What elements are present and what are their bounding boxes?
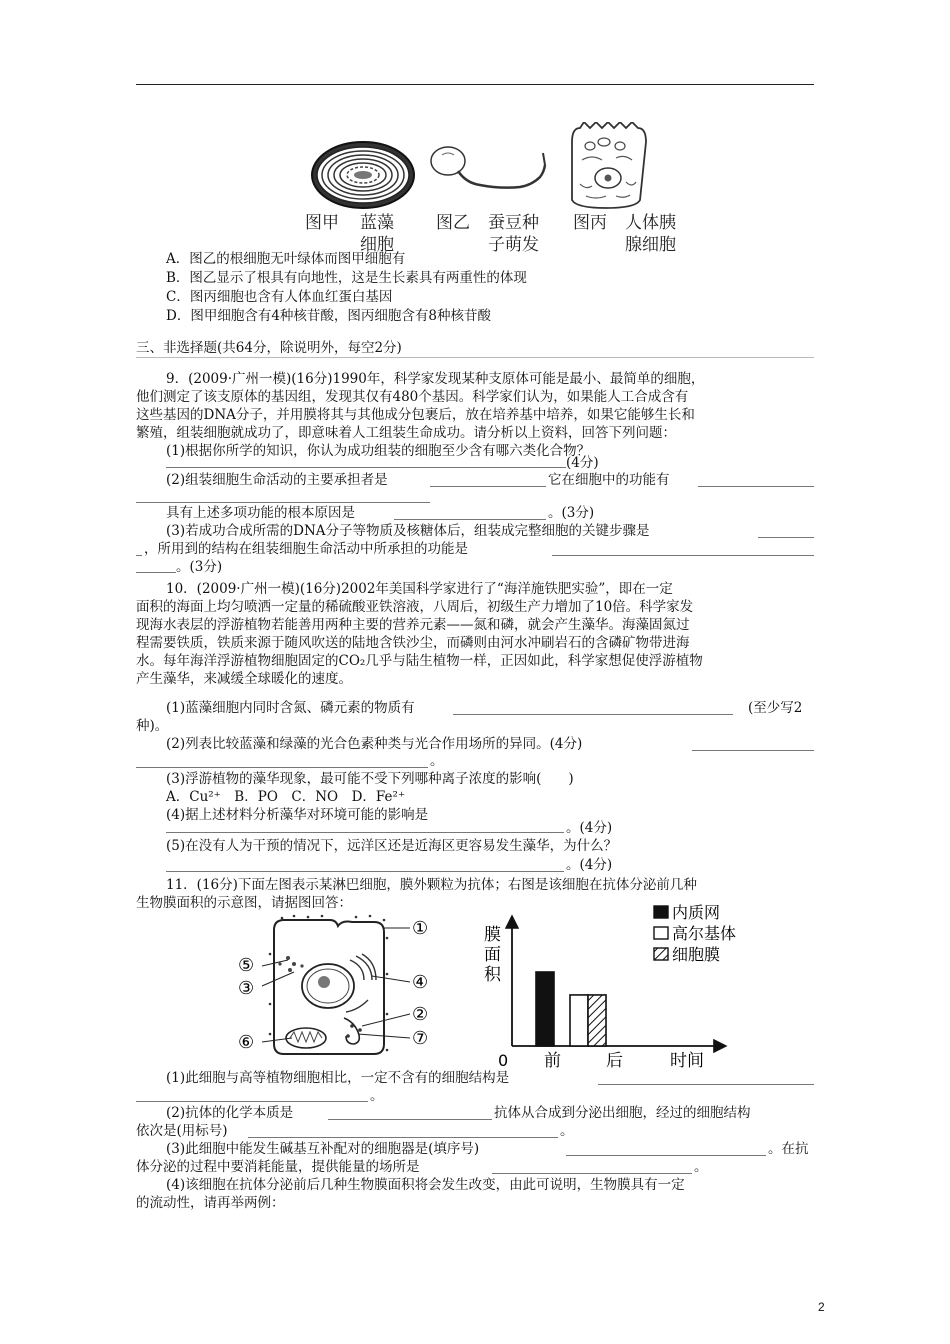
q11-sub1: (1)此细胞与高等植物细胞相比，一定不含有的细胞结构是 (166, 1070, 510, 1086)
bar-before-series-2 (570, 995, 588, 1046)
q10-sub4-score: 。(4分) (566, 820, 613, 836)
q9-answer-line-8 (552, 555, 814, 556)
pancreatic-cell-figure (566, 122, 652, 210)
fig-name-yi-1: 蚕豆种 (488, 213, 539, 233)
q9-answer-line-1 (166, 467, 566, 468)
lymphocyte-diagram (232, 914, 442, 1064)
bar-before-series-3 (588, 995, 606, 1046)
fig-name-bing-1: 人体胰 (625, 213, 676, 233)
q10-line-6: 产生藻华，来减缓全球暖化的速度。 (136, 671, 352, 687)
q9-answer-line-6 (758, 537, 814, 538)
q10-answer-line-5 (166, 871, 564, 872)
q10-sub1c: 种)。 (136, 718, 169, 734)
q10-sub2: (2)列表比较蓝藻和绿藻的光合色素种类与光合作用场所的异同。(4分) (166, 736, 583, 752)
section-title: 三、非选择题(共64分，除说明外，每空2分) (136, 340, 402, 356)
q9-sub2c: 具有上述多项功能的根本原因是 (166, 505, 355, 521)
fig-name-jia-2: 细胞 (360, 235, 394, 255)
q11-answer-line-3 (328, 1119, 492, 1120)
q10-line-5: 水。每年海洋浮游植物细胞固定的CO₂几乎与陆生植物一样，正因如此，科学家想促使浮游植物 (136, 653, 703, 669)
q11-sub4b: 的流动性，请再举两例： (136, 1195, 285, 1211)
q10-line-1: 10．(2009·广州一模)(16分)2002年美国科学家进行了“海洋施铁肥实验”，即在一定 (166, 581, 673, 597)
q9-line-3: 这些基因的DNA分子，并用膜将其与其他成分包裹后，放在培养基中培养，如果它能够生长和 (136, 407, 695, 423)
q9-sub3c: 。(3分) (176, 559, 223, 575)
legend-swatch-1 (654, 906, 668, 918)
q11-sub3a: (3)此细胞中能发生碱基互补配对的细胞器是(填序号) (166, 1141, 480, 1157)
page-number: 2 (818, 1300, 825, 1314)
cell-label-1: ① (412, 918, 429, 939)
q10-sub5: (5)在没有人为干预的情况下，远洋区还是近海区更容易发生藻华，为什么？ (166, 838, 618, 854)
legend-swatch-3 (654, 948, 668, 960)
q9-line-2: 他们测定了该支原体的基因组，发现其仅有480个基因。科学家们认为，如果能人工合成含有 (136, 389, 689, 405)
y-axis-label-char-2: 面 (484, 945, 501, 965)
q9-line-4: 繁殖，组装细胞就成功了，即意味着人工组装生命成功。请分析以上资料，回答下列问题： (136, 425, 676, 441)
q9-answer-line-7 (136, 555, 142, 556)
origin-label: 0 (498, 1051, 509, 1070)
q9-sub3b: ，所用到的结构在组装细胞生命活动中所承担的功能是 (144, 541, 468, 557)
section-rule (136, 357, 814, 358)
cell-label-4: ④ (412, 972, 429, 993)
q11-sub4a: (4)该细胞在抗体分泌前后几种生物膜面积将会发生改变，由此可说明，生物膜具有一定 (166, 1177, 685, 1193)
q9-sub2c-score: 。(3分) (548, 505, 595, 521)
q11-sub1-end: 。 (370, 1088, 384, 1104)
option-b: B．图乙显示了根具有向地性，这是生长素具有两重性的体现 (166, 270, 527, 286)
q9-sub3a: (3)若成功合成所需的DNA分子等物质及核糖体后，组装成完整细胞的关键步骤是 (166, 523, 650, 539)
q11-sub3-end: 。 (694, 1159, 708, 1175)
legend-label-3: 细胞膜 (672, 945, 721, 964)
bar-before-series-1 (536, 972, 554, 1046)
q9-answer-line-3 (698, 486, 814, 487)
x-tick-after: 后 (606, 1051, 623, 1070)
q11-line-2: 生物膜面积的示意图，请据图回答： (136, 895, 352, 911)
q10-sub3-options: A．Cu²⁺ B．PO C．NO D．Fe²⁺ (166, 789, 406, 805)
q11-sub3b: 。在抗 (768, 1141, 809, 1157)
fig-label-yi: 图乙 (436, 213, 470, 233)
q9-sub2a: (2)组装细胞生命活动的主要承担者是 (166, 472, 388, 488)
header-rule (136, 84, 814, 85)
q10-sub3: (3)浮游植物的藻华现象，最可能不受下列哪种离子浓度的影响( ) (166, 771, 574, 787)
q11-sub3c: 体分泌的过程中要消耗能量，提供能量的场所是 (136, 1159, 420, 1175)
q9-answer-line-5 (394, 519, 546, 520)
cyanobacteria-figure (310, 140, 420, 210)
legend-label-1: 内质网 (672, 903, 721, 922)
q10-answer-line-4 (166, 832, 564, 833)
fig-name-bing-2: 腺细胞 (625, 235, 676, 255)
q11-sub2b: 抗体从合成到分泌出细胞，经过的细胞结构 (494, 1105, 751, 1121)
q10-sub1a: (1)蓝藻细胞内同时含氮、磷元素的物质有 (166, 700, 415, 716)
q10-line-3: 现海水表层的浮游植物若能善用两种主要的营养元素——氮和磷，就会产生藻华。海藻固氮过 (136, 617, 690, 633)
q9-answer-line-4 (136, 502, 430, 503)
q11-answer-line-1 (598, 1084, 814, 1085)
q11-answer-line-6 (492, 1173, 692, 1174)
q9-sub1-score: (4分) (566, 455, 599, 471)
cell-label-2: ② (412, 1004, 429, 1025)
fig-label-bing: 图丙 (573, 213, 607, 233)
q11-sub2-end: 。 (560, 1123, 574, 1139)
q11-sub2a: (2)抗体的化学本质是 (166, 1105, 294, 1121)
y-axis-label-char-1: 膜 (484, 925, 501, 945)
cell-label-5: ⑤ (238, 955, 255, 976)
fig-name-jia-1: 蓝藻 (360, 213, 394, 233)
q10-sub2-end: 。 (430, 753, 444, 769)
q9-line-1: 9．(2009·广州一模)(16分)1990年，科学家发现某种支原体可能是最小、最简单的细胞， (166, 371, 705, 387)
q10-line-2: 面积的海面上均匀喷洒一定量的稀硫酸亚铁溶液，八周后，初级生产力增加了10倍。科学家发 (136, 599, 694, 615)
membrane-area-chart (478, 898, 738, 1070)
option-d: D．图甲细胞含有4种核苷酸，图丙细胞含有8种核苷酸 (166, 308, 492, 324)
q9-answer-line-9 (136, 572, 176, 573)
cell-label-7: ⑦ (412, 1028, 429, 1049)
cell-label-3: ③ (238, 978, 255, 999)
q9-answer-line-2 (430, 486, 546, 487)
fig-name-yi-2: 子萌发 (488, 235, 539, 255)
q10-sub5-score: 。(4分) (566, 857, 613, 873)
q10-sub4: (4)据上述材料分析藻华对环境可能的影响是 (166, 807, 429, 823)
q10-answer-line-3 (136, 767, 428, 768)
q10-answer-line-1 (453, 714, 733, 715)
q9-sub1: (1)根据你所学的知识，你认为成功组装的细胞至少含有哪六类化合物？ (166, 443, 591, 459)
option-c: C．图丙细胞也含有人体血红蛋白基因 (166, 289, 393, 305)
option-a: A．图乙的根细胞无叶绿体而图甲细胞有 (166, 251, 406, 267)
broad-bean-germination-figure (428, 143, 548, 203)
legend-swatch-2 (654, 927, 668, 939)
q11-answer-line-2 (136, 1101, 368, 1102)
q11-sub2c: 依次是(用标号) (136, 1123, 228, 1139)
x-tick-before: 前 (544, 1051, 561, 1070)
q11-line-1: 11．(16分)下面左图表示某淋巴细胞，膜外颗粒为抗体；右图是该细胞在抗体分泌前几种 (166, 877, 697, 893)
q11-answer-line-4 (248, 1137, 558, 1138)
q10-line-4: 程需要铁质，铁质来源于随风吹送的陆地含铁沙尘，而磷则由河水冲刷岩石的含磷矿物带进海 (136, 635, 690, 651)
fig-label-jia: 图甲 (305, 213, 339, 233)
q10-answer-line-2 (692, 750, 814, 751)
legend-label-2: 高尔基体 (672, 924, 737, 943)
q10-sub1b: (至少写2 (748, 700, 803, 716)
q9-sub2b: 它在细胞中的功能有 (548, 472, 670, 488)
cell-label-6: ⑥ (238, 1032, 255, 1053)
y-axis-label-char-3: 积 (484, 965, 501, 985)
x-axis-label: 时间 (670, 1051, 704, 1070)
q11-answer-line-5 (566, 1155, 766, 1156)
